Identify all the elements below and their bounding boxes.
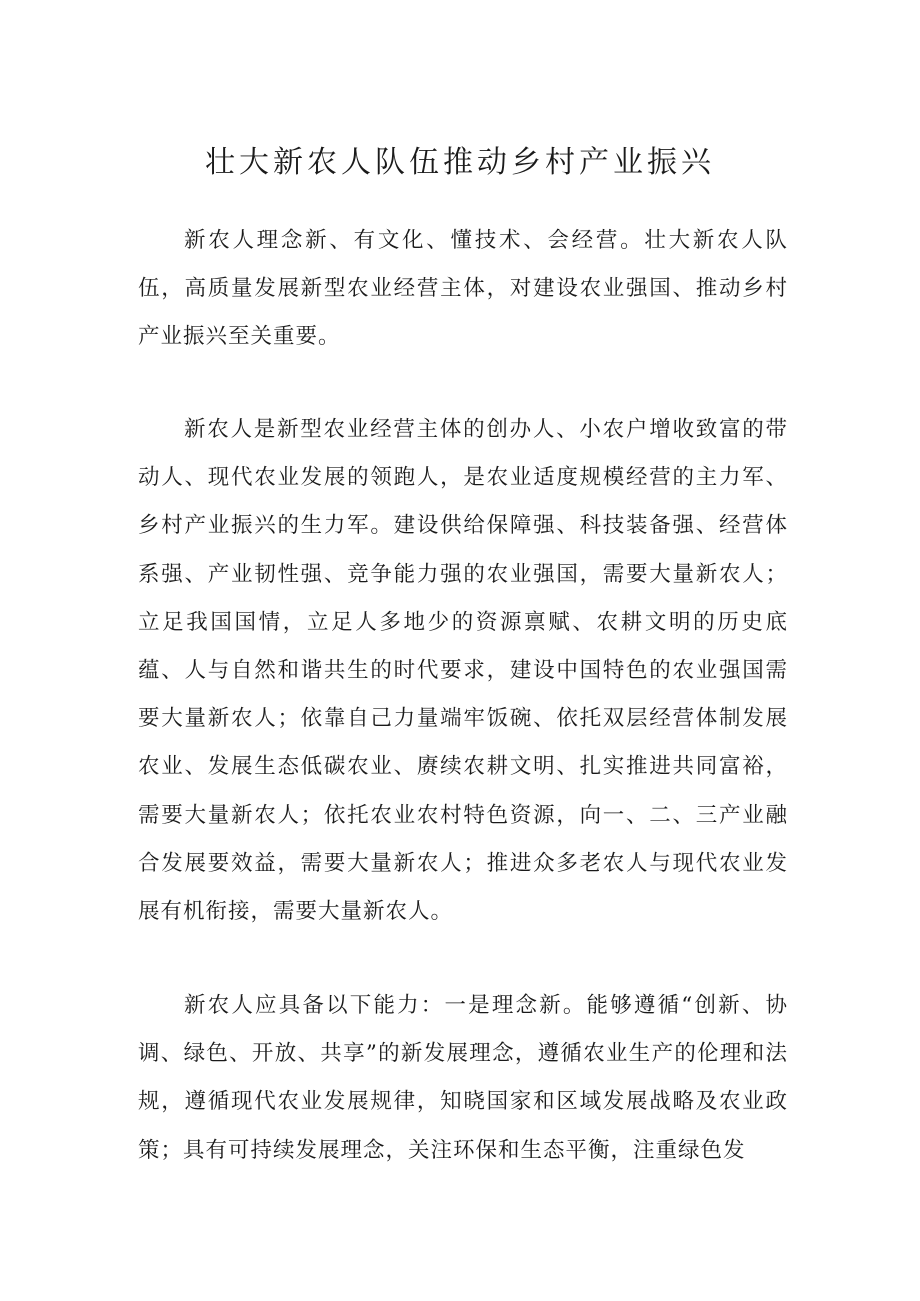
paragraph-intro: 新农人理念新、有文化、懂技术、会经营。壮大新农人队伍，高质量发展新型农业经营主体，对建设农业强国、推动乡村产业振兴至关重要。: [138, 228, 788, 350]
paragraph-abilities: 新农人应具备以下能力：一是理念新。能够遵循“创新、协调、绿色、开放、共享”的新发展理念，遵循农业生产的伦理和法规，遵循现代农业发展规律，知晓国家和区域发展战略及农业政策；具有可持续发展理念，关注环保和生态平衡，注重绿色发: [138, 993, 788, 1163]
document-title: 壮大新农人队伍推动乡村产业振兴: [205, 145, 715, 180]
paragraph-role: 新农人是新型农业经营主体的创办人、小农户增收致富的带动人、现代农业发展的领跑人，是农业适度规模经营的主力军、乡村产业振兴的生力军。建设供给保障强、科技装备强、经营体系强、产业韧性强、竞争能力强的农业强国，需要大量新农人；立足我国国情，立足人多地少的资源禀赋、农耕文明的历史底蕴、人与自然和谐共生的时代要求，建设中国特色的农业强国需要大量新农人；依靠自己力量端牢饭碗、依托双层经营体制发展农业、发展生态低碳农业、赓续农耕文明、扎实推进共同富裕，需要大量新农人；依托农业农村特色资源，向一、二、三产业融合发展要效益，需要大量新农人；推进众多老农人与现代农业发展有机衔接，需要大量新农人。: [138, 417, 788, 925]
